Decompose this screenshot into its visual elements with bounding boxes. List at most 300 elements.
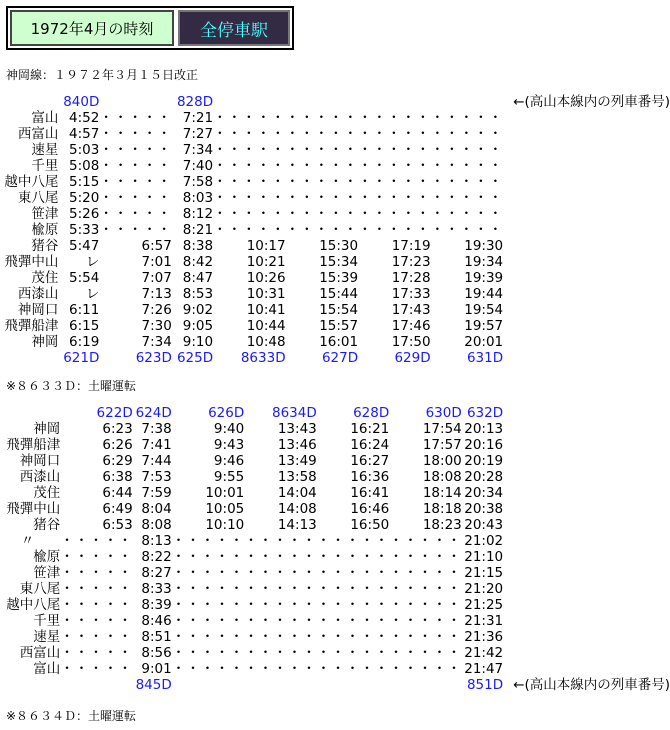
train-number: 8633D [240,350,286,366]
time-cell: ・・・・・ [99,222,172,238]
time-cell: ・・・・・ [430,206,504,222]
revision-note: 神岡線：１９７２年３月１５日改正 [6,68,199,82]
timetable-row [0,533,670,549]
line-number-annotation: ←(高山本線内の列車番号) [513,94,670,110]
time-cell: ・・・・・ [99,110,172,126]
time-cell: ・・・・・ [213,110,286,126]
train-number [172,677,245,693]
time-cell: 7:21 [182,110,214,126]
time-cell: 21:42 [464,645,504,661]
time-cell: 10:10 [205,517,245,533]
time-cell: 5:47 [69,238,100,254]
time-cell: ・・・・・ [213,206,286,222]
time-cell: 19:44 [464,286,504,302]
time-cell: ・・・・・ [171,549,245,565]
timetable-row [0,645,670,661]
timetable-row [0,222,670,238]
time-cell: 15:34 [319,254,359,270]
time-cell: 10:44 [246,318,286,334]
time-cell: 6:11 [69,302,100,318]
timetable-down [0,94,670,366]
time-cell: 20:28 [464,469,504,485]
time-cell: 6:57 [141,238,172,254]
time-cell: 8:12 [182,206,214,222]
time-cell: 9:02 [182,302,214,318]
time-cell: 6:23 [102,421,133,437]
time-cell: 8:27 [141,565,172,581]
time-cell: 7:34 [182,142,214,158]
time-cell: ・・・・・ [389,629,462,645]
time-cell: ・・・・・ [285,158,359,174]
timetable-row [0,110,670,126]
time-cell: ・・・・・ [244,629,317,645]
line-number-annotation: ←(高山本線内の列車番号) [513,677,670,693]
time-cell: 17:19 [391,238,431,254]
time-cell: 7:40 [182,158,214,174]
time-cell: 8:39 [141,597,172,613]
time-cell: 17:23 [391,254,431,270]
time-cell: ・・・・・ [358,190,431,206]
time-cell: レ [85,254,100,270]
date-tab[interactable]: 1972年4月の時刻 [10,10,174,46]
time-cell: 16:46 [350,501,390,517]
time-cell: 21:02 [464,533,504,549]
train-number: 632D [466,405,504,421]
time-cell: ・・・・・ [285,126,359,142]
time-cell: 16:36 [350,469,390,485]
time-cell: 20:16 [464,437,504,453]
time-cell: 9:46 [213,453,245,469]
time-cell: 21:31 [464,613,504,629]
station-name: 楡原 [33,549,61,565]
time-cell: 8:03 [182,190,214,206]
station-name: 茂住 [33,485,61,501]
time-cell: ・・・・・ [99,206,172,222]
train-number: 628D [353,405,390,421]
time-cell: 14:04 [277,485,317,501]
time-cell: 15:30 [319,238,359,254]
time-cell: 7:41 [141,437,172,453]
timetable-row [0,597,670,613]
time-cell: ・・・・・ [171,597,245,613]
time-cell: 5:08 [69,158,100,174]
time-cell: 6:49 [102,501,133,517]
train-number: 621D [63,350,100,366]
time-cell: 5:03 [69,142,100,158]
time-cell: ・・・・・ [316,581,390,597]
train-number [431,94,504,110]
time-cell: 19:34 [464,254,504,270]
timetable-row [0,437,670,453]
timetable-row [0,549,670,565]
train-number: 630D [425,405,462,421]
station-name: 西富山 [19,645,61,661]
time-cell: ・・・・・ [60,549,133,565]
time-cell: 19:39 [464,270,504,286]
timetable-row [0,174,670,190]
train-number [389,677,462,693]
time-cell: 8:21 [182,222,214,238]
time-cell: ・・・・・ [244,533,317,549]
train-number: 626D [208,405,245,421]
time-cell: 13:58 [277,469,317,485]
time-cell: ・・・・・ [430,110,504,126]
station-name: 神岡 [33,421,61,437]
time-cell: 15:39 [319,270,359,286]
time-cell: 7:26 [141,302,172,318]
time-cell: 7:13 [141,286,172,302]
time-cell: 16:24 [350,437,390,453]
train-number-row-bottom [0,677,670,693]
time-cell: 17:33 [391,286,431,302]
time-cell: 20:34 [464,485,504,501]
time-cell: 8:51 [141,629,172,645]
time-cell: 18:18 [422,501,462,517]
train-number: 840D [63,94,100,110]
time-cell: ・・・・・ [358,142,431,158]
time-cell: 15:54 [319,302,359,318]
time-cell: 21:10 [464,549,504,565]
timetable-row [0,270,670,286]
time-cell: ・・・・・ [244,661,317,677]
time-cell: 5:54 [69,270,100,286]
time-cell: 14:08 [277,501,317,517]
time-cell: ・・・・・ [430,222,504,238]
time-cell: ・・・・・ [389,581,462,597]
time-cell: 19:30 [464,238,504,254]
time-cell: ・・・・・ [316,597,390,613]
time-cell: ・・・・・ [99,142,172,158]
time-cell: 10:05 [205,501,245,517]
train-number: 629D [394,350,431,366]
time-cell: 8:04 [141,501,172,517]
train-number [244,677,317,693]
time-cell: 9:40 [213,421,245,437]
time-cell: ・・・・・ [285,110,359,126]
time-cell: 9:05 [182,318,214,334]
time-cell: 7:30 [141,318,172,334]
time-cell: ・・・・・ [285,142,359,158]
train-number: 627D [321,350,359,366]
time-cell: 7:27 [182,126,214,142]
station-cell-blank [0,350,58,366]
timetable-row [0,318,670,334]
time-cell: ・・・・・ [358,110,431,126]
time-cell: ・・・・・ [99,174,172,190]
timetable-row [0,302,670,318]
time-cell: 20:01 [464,334,504,350]
time-cell: 8:42 [182,254,214,270]
time-cell: ・・・・・ [60,565,133,581]
time-cell: 15:57 [319,318,359,334]
station-name: 猪谷 [31,238,59,254]
train-number: 851D [466,677,504,693]
timetable-row [0,629,670,645]
time-cell: 5:33 [69,222,100,238]
time-cell: ・・・・・ [389,661,462,677]
time-cell: 10:26 [246,270,286,286]
time-cell: 18:00 [422,453,462,469]
time-cell: ・・・・・ [430,126,504,142]
station-name: 西富山 [17,126,59,142]
time-cell: ・・・・・ [389,613,462,629]
time-cell: 7:53 [141,469,172,485]
time-cell: 8:53 [182,286,214,302]
train-number: 622D [96,405,133,421]
timetable-row [0,517,670,533]
station-name: 神岡 [31,334,59,350]
header-tabs [6,6,294,50]
time-cell: 8:13 [141,533,172,549]
train-number: 631D [466,350,504,366]
time-cell: 8:33 [141,581,172,597]
time-cell: 10:01 [205,485,245,501]
time-cell: 10:41 [246,302,286,318]
station-name: 東八尾 [19,581,61,597]
footnote-up: ※８６３４Ｄ：土曜運転 [6,709,137,723]
station-name: 神岡口 [17,302,59,318]
time-cell: 17:57 [422,437,462,453]
time-cell: ・・・・・ [316,533,390,549]
train-number: 623D [135,350,172,366]
time-cell: 7:07 [141,270,172,286]
time-cell: ・・・・・ [171,581,245,597]
timetable-row [0,158,670,174]
time-cell: 7:34 [141,334,172,350]
time-cell: 6:19 [69,334,100,350]
time-cell: 9:01 [141,661,172,677]
time-cell: 14:13 [277,517,317,533]
station-name: 速星 [31,142,59,158]
timetable-row [0,190,670,206]
time-cell: ・・・・・ [389,645,462,661]
time-cell: 13:43 [277,421,317,437]
timetable-row [0,565,670,581]
time-cell: ・・・・・ [244,597,317,613]
time-cell: ・・・・・ [316,661,390,677]
time-cell: ・・・・・ [213,126,286,142]
station-name: 飛彈船津 [6,437,61,453]
train-number [358,94,431,110]
time-cell: ・・・・・ [285,190,359,206]
time-cell: 6:38 [102,469,133,485]
timetable-row [0,334,670,350]
all-stops-tab[interactable]: 全停車駅 [178,10,290,46]
time-cell: 17:50 [391,334,431,350]
time-cell: 7:38 [141,421,172,437]
time-cell: 8:56 [141,645,172,661]
time-cell: ・・・・・ [430,158,504,174]
time-cell: ・・・・・ [316,629,390,645]
train-number: 845D [135,677,172,693]
train-number [99,94,172,110]
train-number: 8634D [271,405,317,421]
time-cell: ・・・・・ [60,661,133,677]
time-cell: 17:28 [391,270,431,286]
time-cell: ・・・・・ [244,549,317,565]
time-cell: 7:01 [141,254,172,270]
timetable-row [0,142,670,158]
train-number [317,677,390,693]
station-name: 西漆山 [17,286,59,302]
train-number-row-bottom [0,350,670,366]
time-cell: 9:43 [213,437,245,453]
time-cell: 20:43 [464,517,504,533]
train-number: 828D [176,94,214,110]
timetable-row [0,126,670,142]
time-cell: 10:31 [246,286,286,302]
timetable-row [0,238,670,254]
station-cell-blank [0,94,58,110]
time-cell: 21:25 [464,597,504,613]
time-cell: ・・・・・ [171,629,245,645]
timetable-row [0,421,670,437]
station-name: 速星 [33,629,61,645]
station-cell-blank [0,405,60,421]
time-cell: ・・・・・ [389,565,462,581]
time-cell: ・・・・・ [389,533,462,549]
station-name: 笹津 [33,565,61,581]
time-cell: 15:44 [319,286,359,302]
train-number [286,94,359,110]
time-cell: ・・・・・ [389,549,462,565]
time-cell: 16:27 [350,453,390,469]
time-cell: 6:26 [102,437,133,453]
time-cell: 5:26 [69,206,100,222]
train-number [60,677,133,693]
station-name: 飛彈船津 [4,318,59,334]
time-cell: ・・・・・ [358,206,431,222]
time-cell: 4:57 [69,126,100,142]
time-cell: ・・・・・ [316,645,390,661]
time-cell: ・・・・・ [171,661,245,677]
timetable-row [0,469,670,485]
time-cell: ・・・・・ [213,190,286,206]
time-cell: ・・・・・ [316,565,390,581]
time-cell: ・・・・・ [213,158,286,174]
timetable-row [0,661,670,677]
station-name: 猪谷 [33,517,61,533]
time-cell: ・・・・・ [213,174,286,190]
time-cell: ・・・・・ [358,158,431,174]
time-cell: 4:52 [69,110,100,126]
station-name: 飛彈中山 [4,254,59,270]
time-cell: ・・・・・ [60,613,133,629]
time-cell: ・・・・・ [316,549,390,565]
time-cell: 6:15 [69,318,100,334]
timetable-row [0,453,670,469]
time-cell: 19:57 [464,318,504,334]
time-cell: 19:54 [464,302,504,318]
time-cell: 5:15 [69,174,100,190]
time-cell: 16:21 [350,421,390,437]
time-cell: ・・・・・ [60,645,133,661]
time-cell: 9:10 [182,334,214,350]
time-cell: 6:29 [102,453,133,469]
time-cell: 6:53 [102,517,133,533]
station-name: 楡原 [31,222,59,238]
station-name: 富山 [33,661,61,677]
time-cell: 20:13 [464,421,504,437]
time-cell: ・・・・・ [358,126,431,142]
time-cell: 8:08 [141,517,172,533]
train-number-row-top [0,405,670,421]
time-cell: ・・・・・ [430,174,504,190]
time-cell: 9:55 [213,469,245,485]
timetable-row [0,206,670,222]
station-name: 越中八尾 [4,174,59,190]
time-cell: 5:20 [69,190,100,206]
time-cell: ・・・・・ [99,158,172,174]
time-cell: 17:54 [422,421,462,437]
time-cell: 7:59 [141,485,172,501]
time-cell: ・・・・・ [316,613,390,629]
station-name: 笹津 [31,206,59,222]
time-cell: 17:43 [391,302,431,318]
station-cell-blank [0,677,60,693]
time-cell: 8:46 [141,613,172,629]
time-cell: 10:48 [246,334,286,350]
time-cell: ・・・・・ [244,645,317,661]
time-cell: ・・・・・ [171,645,245,661]
time-cell: 18:14 [422,485,462,501]
time-cell: 6:44 [102,485,133,501]
time-cell: 20:38 [464,501,504,517]
time-cell: 7:44 [141,453,172,469]
time-cell: 18:23 [422,517,462,533]
station-name: 西漆山 [19,469,61,485]
time-cell: 8:38 [182,238,214,254]
time-cell: ・・・・・ [430,190,504,206]
time-cell: ・・・・・ [60,533,133,549]
timetable-row [0,485,670,501]
time-cell: ・・・・・ [60,581,133,597]
timetable-row [0,613,670,629]
time-cell: 7:58 [182,174,214,190]
timetable-up [0,405,670,693]
time-cell: 21:36 [464,629,504,645]
time-cell: 10:21 [246,254,286,270]
time-cell: ・・・・・ [285,174,359,190]
timetable-row [0,501,670,517]
time-cell: 13:46 [277,437,317,453]
time-cell: ・・・・・ [213,142,286,158]
time-cell: ・・・・・ [171,613,245,629]
time-cell: ・・・・・ [99,190,172,206]
time-cell: 16:01 [319,334,359,350]
station-name: 神岡口 [19,453,61,469]
footnote-down: ※８６３３Ｄ：土曜運転 [6,379,137,393]
time-cell: 8:22 [141,549,172,565]
time-cell: 21:15 [464,565,504,581]
station-name: 茂住 [31,270,59,286]
time-cell: ・・・・・ [244,581,317,597]
station-name: 千里 [33,613,61,629]
station-name: 越中八尾 [6,597,61,613]
time-cell: ・・・・・ [430,142,504,158]
time-cell: ・・・・・ [60,629,133,645]
time-cell: ・・・・・ [213,222,286,238]
time-cell: ・・・・・ [171,565,245,581]
time-cell: レ [85,286,100,302]
time-cell: ・・・・・ [285,222,359,238]
train-number: 624D [135,405,172,421]
timetable-row [0,581,670,597]
time-cell: ・・・・・ [171,533,245,549]
time-cell: ・・・・・ [244,565,317,581]
time-cell: 21:47 [464,661,504,677]
time-cell: ・・・・・ [358,222,431,238]
